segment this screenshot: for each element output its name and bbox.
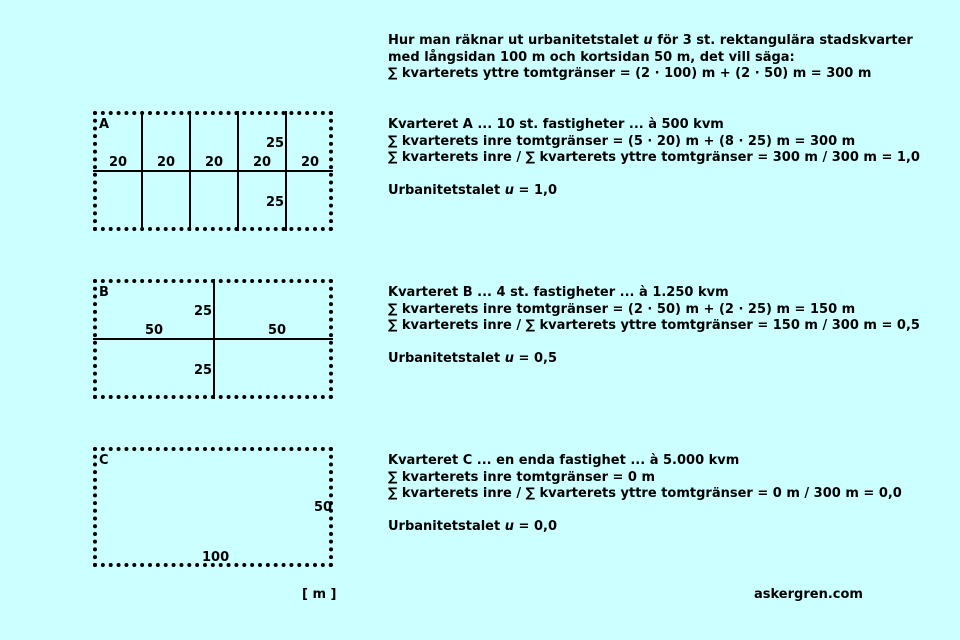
block-a-width-label: 20 (253, 155, 272, 170)
block-b-depth-bottom-label: 25 (194, 363, 213, 378)
block-c-boundary (93, 447, 333, 567)
block-a-ratio: ∑ kvarterets inre / ∑ kvarterets yttre tomtgränser = 300 m / 300 m = 1,0 (388, 150, 920, 165)
u-symbol: u (504, 183, 515, 198)
u-symbol: u (504, 519, 515, 534)
site-credit: askergren.com (754, 587, 863, 602)
block-a-letter: A (99, 117, 110, 132)
block-b-width-label: 50 (145, 323, 164, 338)
block-b-depth-top-label: 25 (194, 304, 213, 319)
block-a-text (388, 117, 928, 200)
block-c-text (388, 453, 928, 536)
block-c-ratio: ∑ kvarterets inre / ∑ kvarterets yttre tomtgränser = 0 m / 300 m = 0,0 (388, 486, 902, 501)
block-c-letter: C (99, 453, 109, 468)
block-b-midline (93, 338, 333, 340)
unit-label: [ m ] (302, 587, 337, 602)
block-a-width-label: 20 (301, 155, 320, 170)
block-c-bottom-label: 100 (202, 550, 230, 565)
block-b-width-label: 50 (268, 323, 287, 338)
block-c-side-label: 50 (314, 500, 333, 515)
block-a-width-label: 20 (205, 155, 224, 170)
block-a-depth-top-label: 25 (266, 136, 285, 151)
intro-line-3: ∑ kvarterets yttre tomtgränser = (2 · 100) m + (2 · 50) m = 300 m (388, 66, 872, 81)
block-b-letter: B (99, 285, 109, 300)
block-b-result: Urbanitetstalet u = 0,5 (388, 351, 557, 366)
block-a-depth-bottom-label: 25 (266, 195, 285, 210)
block-a-inner: ∑ kvarterets inre tomtgränser = (5 · 20) m + (8 · 25) m = 300 m (388, 133, 856, 149)
block-b-inner: ∑ kvarterets inre tomtgränser = (2 · 50) m + (2 · 25) m = 150 m (388, 301, 856, 317)
block-a-title: Kvarteret A ... 10 st. fastigheter ... à 500 kvm (388, 117, 724, 132)
u-symbol: u (504, 351, 515, 366)
block-c-title: Kvarteret C ... en enda fastighet ... à 5.000 kvm (388, 453, 740, 468)
block-c-inner: ∑ kvarterets inre tomtgränser = 0 m (388, 469, 656, 485)
intro-line-2: med långsidan 100 m och kortsidan 50 m, det vill säga: (388, 49, 795, 65)
u-symbol: u (643, 33, 653, 48)
block-a-width-label: 20 (157, 155, 176, 170)
block-a-result: Urbanitetstalet u = 1,0 (388, 183, 557, 198)
block-c-result: Urbanitetstalet u = 0,0 (388, 519, 557, 534)
block-a-width-label: 20 (109, 155, 128, 170)
intro-line-1: Hur man räknar ut urbanitetstalet u för 3 st. rektangulära stadskvarter (388, 33, 913, 48)
intro-text (388, 33, 928, 83)
block-b-ratio: ∑ kvarterets inre / ∑ kvarterets yttre tomtgränser = 150 m / 300 m = 0,5 (388, 318, 920, 333)
block-b-title: Kvarteret B ... 4 st. fastigheter ... à 1.250 kvm (388, 285, 729, 300)
block-b-text (388, 285, 928, 368)
